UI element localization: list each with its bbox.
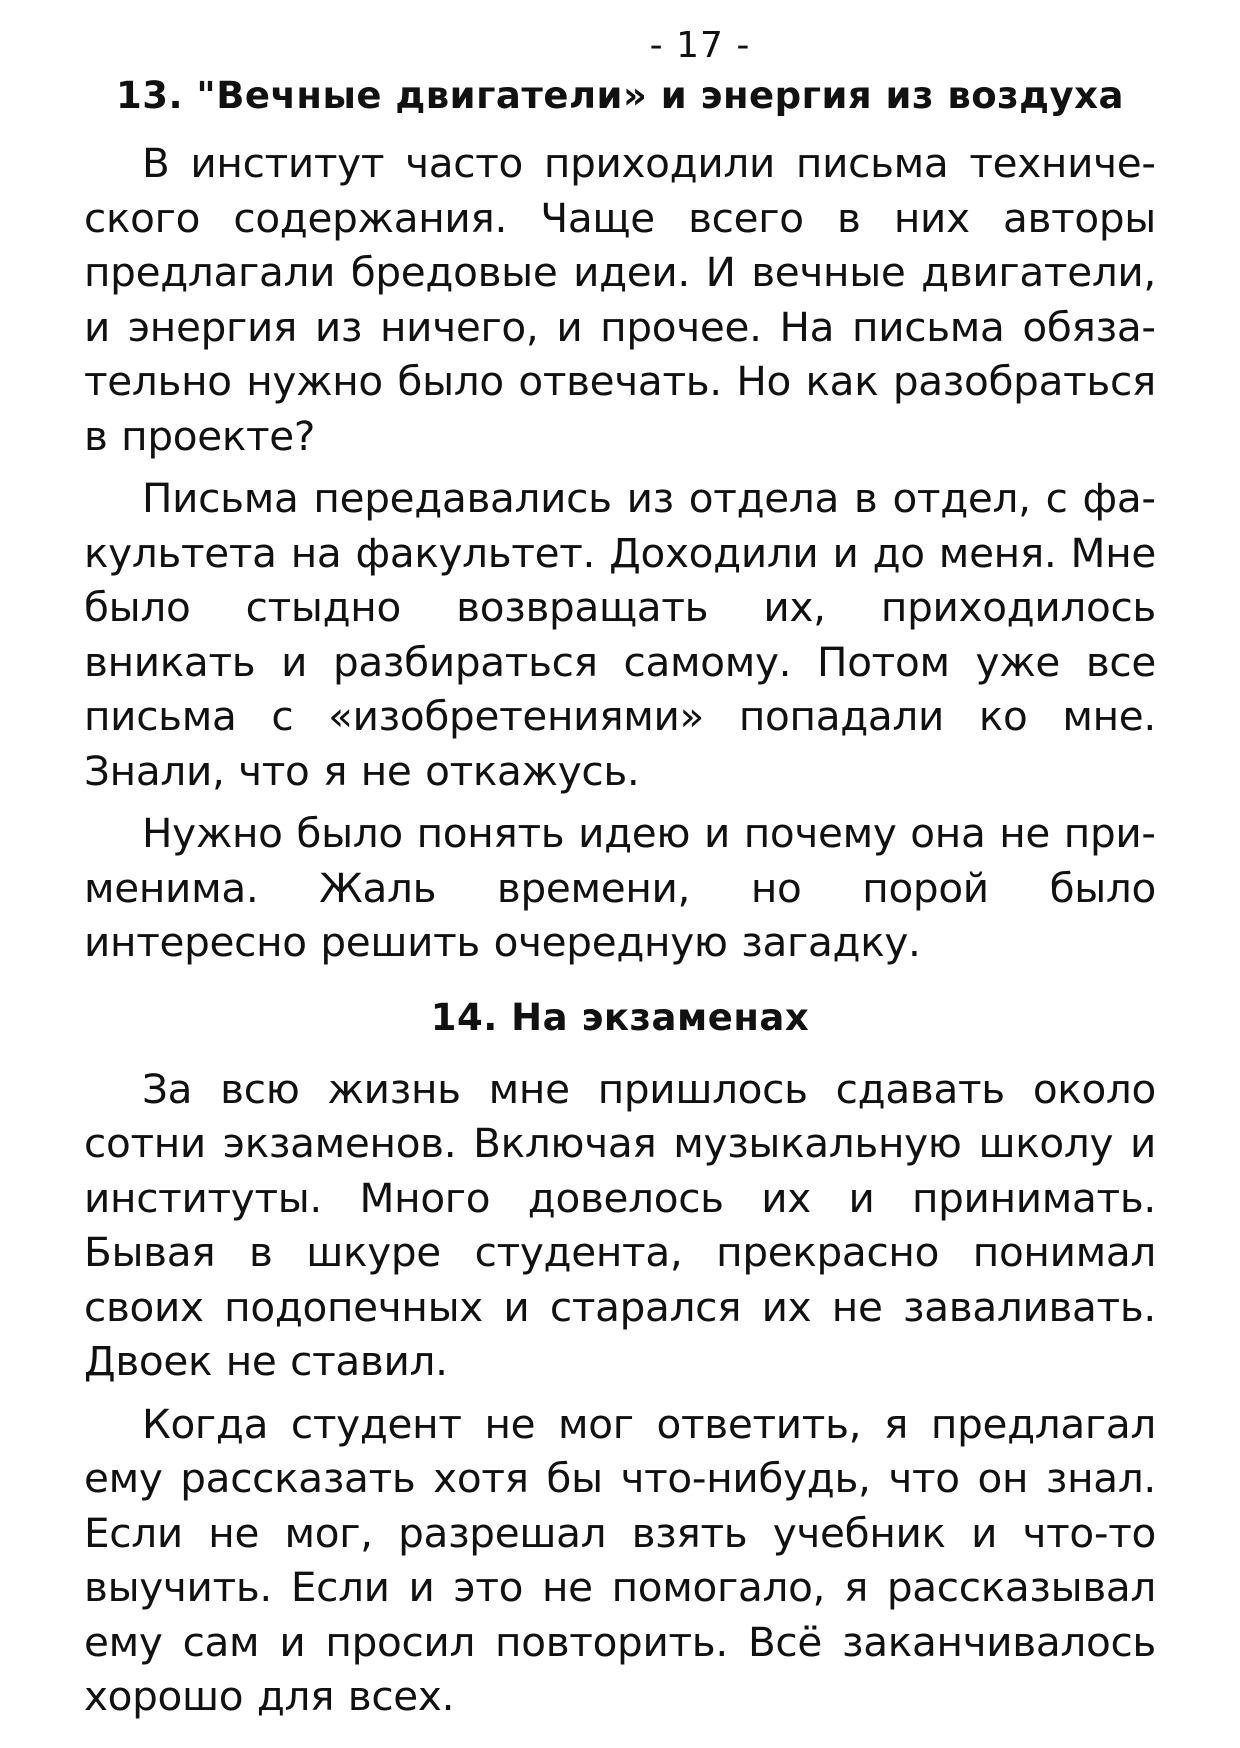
section-title: 13. "Вечные двигатели» и энергия из воздуха: [115, 74, 1125, 117]
section-14: [84, 992, 1156, 1724]
paragraph: За всю жизнь мне пришлось сдавать около сотни экзаменов. Включая музыкальную школу и институты. Много довелось их и принимать. Бывая в шкуре студента, прекрасно понимал своих подопечных и старался их не заваливать. Двоек не ставил.: [84, 1064, 1156, 1385]
paragraph: В институт часто приходили письма технического содержания. Чаще всего в них авторы предлагали бредовые идеи. И вечные двигатели, и энергия из ничего, и прочее. На письма обязательно нужно было отвечать. Но как разобраться в проекте?: [84, 139, 1156, 460]
section-title: 14. На экзаменах: [430, 995, 810, 1039]
paragraph: Письма передавались из отдела в отдел, с факультета на факультет. Доходили и до меня. Мне было стыдно возвращать их, приходилось вникать и разбираться самому. Потом уже все письма с «изобретениями» попадали ко мне. Знали, что я не откажусь.: [84, 474, 1156, 795]
section-13: [84, 70, 1156, 970]
paragraph: Нужно было понять идею и почему она не применима. Жаль времени, но порой было интересно решить очередную загадку.: [84, 809, 1156, 966]
paragraph: Когда студент не мог ответить, я предлагал ему рассказать хотя бы что-нибудь, что он знал. Если не мог, разрешал взять учебник и что-то выучить. Если и это не помогало, я рассказывал ему сам и просил повторить. Всё заканчивалось хорошо для всех.: [84, 1399, 1156, 1720]
document-page: [84, 22, 1156, 1732]
page-number: - 17 -: [649, 25, 751, 66]
